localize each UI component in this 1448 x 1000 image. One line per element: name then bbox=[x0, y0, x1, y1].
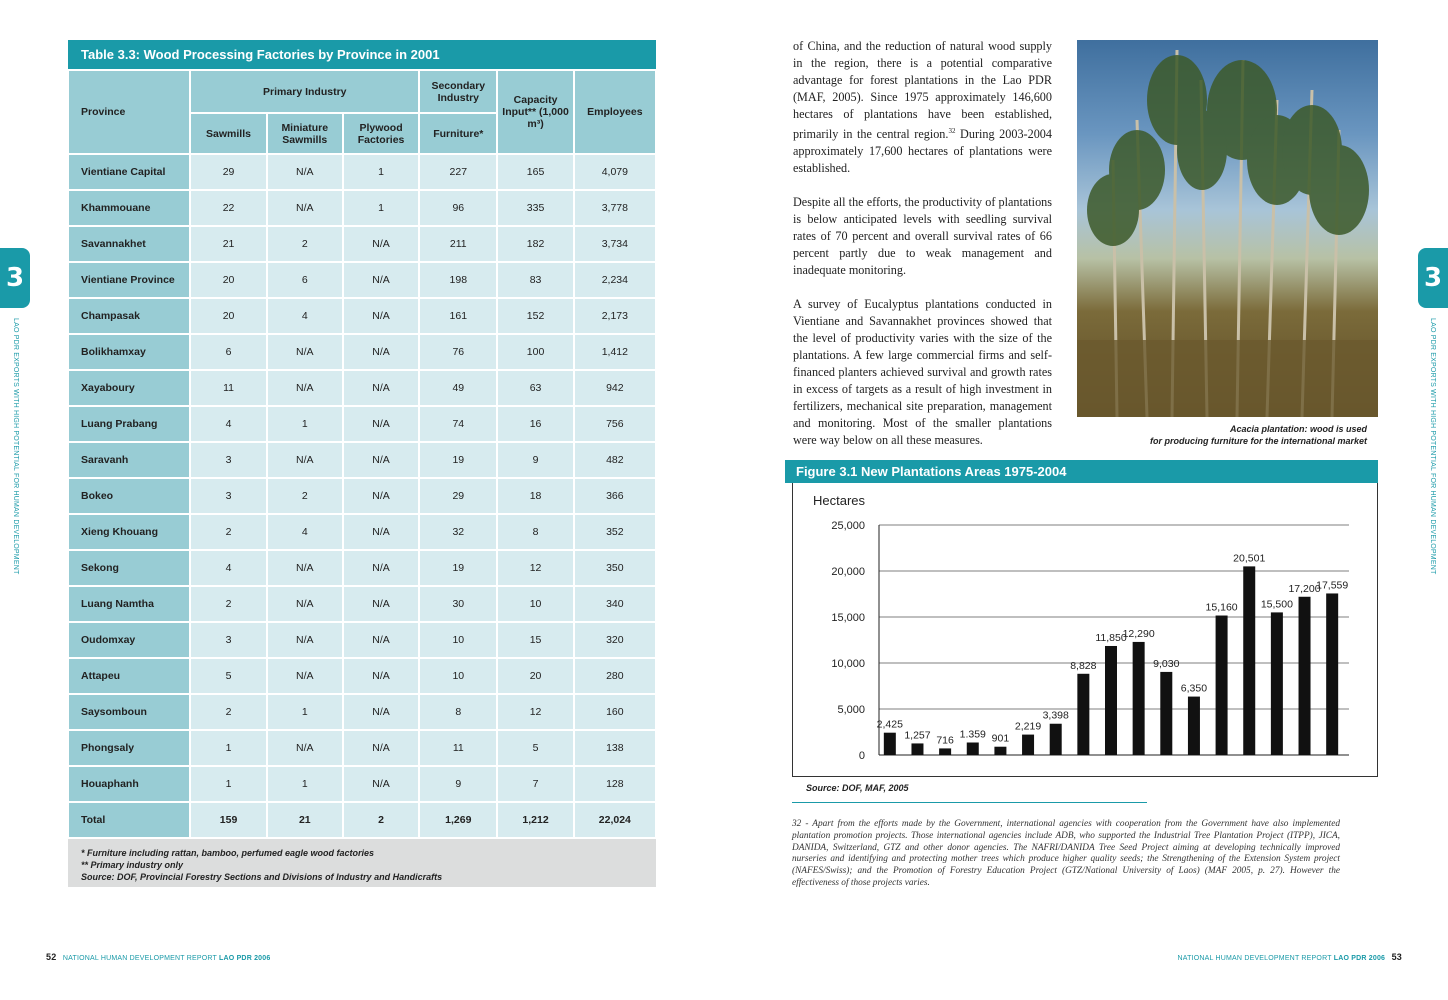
bar bbox=[884, 733, 896, 755]
table-cell: 49 bbox=[420, 371, 496, 405]
table-row bbox=[69, 659, 655, 693]
table-cell: 1 bbox=[268, 407, 342, 441]
table-cell: 8 bbox=[498, 515, 572, 549]
table-cell: 20 bbox=[191, 299, 265, 333]
table-cell: 2,234 bbox=[575, 263, 655, 297]
table-cell: 20 bbox=[498, 659, 572, 693]
table-cell: N/A bbox=[344, 479, 418, 513]
table-cell: 352 bbox=[575, 515, 655, 549]
data-label: 716 bbox=[936, 734, 954, 747]
table-cell: N/A bbox=[344, 695, 418, 729]
province-name: Vientiane Province bbox=[69, 263, 189, 297]
bar bbox=[1271, 612, 1283, 755]
folio-right: NATIONAL HUMAN DEVELOPMENT REPORT LAO PDR 2006 53 bbox=[1177, 952, 1402, 962]
data-label: 15,160 bbox=[1205, 601, 1238, 614]
table-cell: N/A bbox=[344, 263, 418, 297]
header-plywood: Plywood Factories bbox=[344, 114, 418, 153]
folio-left: 52 NATIONAL HUMAN DEVELOPMENT REPORT LAO PDR 2006 bbox=[46, 952, 271, 962]
table-cell: 2 bbox=[191, 695, 265, 729]
header-miniature-sawmills: Miniature Sawmills bbox=[268, 114, 342, 153]
table-cell: 182 bbox=[498, 227, 572, 261]
bar bbox=[1243, 566, 1255, 755]
bar bbox=[967, 742, 979, 755]
table-cell: 1 bbox=[268, 695, 342, 729]
table-cell: 20 bbox=[191, 263, 265, 297]
table-row bbox=[69, 263, 655, 297]
table-row bbox=[69, 695, 655, 729]
bar bbox=[1188, 697, 1200, 755]
chapter-side-text-left: LAO PDR EXPORTS WITH HIGH POTENTIAL FOR HUMAN DEVELOPMENT bbox=[12, 318, 19, 575]
province-name: Bokeo bbox=[69, 479, 189, 513]
province-name: Luang Prabang bbox=[69, 407, 189, 441]
table-notes bbox=[68, 839, 656, 887]
table-cell: 11 bbox=[191, 371, 265, 405]
table-row bbox=[69, 299, 655, 333]
data-label: 1.359 bbox=[959, 728, 986, 741]
total-cell: 1,269 bbox=[420, 803, 496, 837]
table-row bbox=[69, 623, 655, 657]
paragraph: of China, and the reduction of natural wood supply in the region, there is a potential comparative advantage for forest plantations in the Lao PDR (MAF, 2005). Since 1975 approximately 146,600 hectares of plantations have been established, primarily in the central region.$^{32}$ During 2003-2004 approximately 17,600 hectares of plantations were established. bbox=[793, 39, 1052, 176]
table-cell: 63 bbox=[498, 371, 572, 405]
table-cell: 10 bbox=[420, 659, 496, 693]
province-name: Saravanh bbox=[69, 443, 189, 477]
y-tick-label: 20,000 bbox=[831, 566, 865, 578]
table-row bbox=[69, 335, 655, 369]
figure-box bbox=[792, 483, 1378, 777]
table-cell: 83 bbox=[498, 263, 572, 297]
y-tick-label: 5,000 bbox=[837, 704, 865, 716]
table-cell: 211 bbox=[420, 227, 496, 261]
paragraph: Despite all the efforts, the productivity of plantations is below anticipated levels with seedling survival rates of 70 percent and overall survival rates of 66 percent partly due to weak management and inadequate monitoring. bbox=[793, 195, 1052, 278]
province-name: Houaphanh bbox=[69, 767, 189, 801]
province-name: Xieng Khouang bbox=[69, 515, 189, 549]
table-cell: 160 bbox=[575, 695, 655, 729]
table-cell: 227 bbox=[420, 155, 496, 189]
divider bbox=[792, 802, 1147, 803]
table-cell: 4 bbox=[268, 299, 342, 333]
province-name: Bolikhamxay bbox=[69, 335, 189, 369]
table-row bbox=[69, 767, 655, 801]
header-primary-industry: Primary Industry bbox=[191, 71, 418, 112]
table-cell: 1 bbox=[344, 191, 418, 225]
total-cell: 159 bbox=[191, 803, 265, 837]
table-cell: 4 bbox=[268, 515, 342, 549]
province-name: Sekong bbox=[69, 551, 189, 585]
table-cell: 198 bbox=[420, 263, 496, 297]
table-cell: 128 bbox=[575, 767, 655, 801]
chapter-tab-left: 3 bbox=[0, 248, 30, 308]
data-label: 8,828 bbox=[1070, 659, 1097, 672]
table-cell: 2 bbox=[268, 479, 342, 513]
data-label: 2,219 bbox=[1014, 720, 1042, 733]
table-cell: 32 bbox=[420, 515, 496, 549]
table-note: * Furniture including rattan, bamboo, perfumed eagle wood factories bbox=[81, 848, 375, 858]
table-row bbox=[69, 191, 655, 225]
table-cell: 15 bbox=[498, 623, 572, 657]
table-cell: 10 bbox=[420, 623, 496, 657]
table-cell: 11 bbox=[420, 731, 496, 765]
province-name: Champasak bbox=[69, 299, 189, 333]
table-cell: 9 bbox=[498, 443, 572, 477]
table-cell: 74 bbox=[420, 407, 496, 441]
data-label: 15,500 bbox=[1260, 598, 1293, 611]
footnote: 32 - Apart from the efforts made by the Government, international agencies with cooperation from the Government have also implemented plantation promotion projects. Those international agencies include ADB, who supported the Industrial Tree Plantation Project (ITPP), JICA, DANIDA, Switzerland, GTZ and other donor agencies. The NAFRI/DANIDA Tree Seed Project aiming at developing technically improved nurseries and identifying and protecting mother trees which produce higher quality seeds; the Strengthening of the Extension System project (NAFES/Swiss); and the Promotion of Forestry Education Project (GTZ/National University of Laos) (MAF 2005, p. 27). However the effectiveness of those projects varies. bbox=[792, 819, 1340, 888]
table-cell: N/A bbox=[268, 587, 342, 621]
bar bbox=[1299, 597, 1311, 755]
y-tick-label: 25,000 bbox=[831, 520, 865, 532]
table-cell: 22 bbox=[191, 191, 265, 225]
table-cell: 1 bbox=[344, 155, 418, 189]
total-label: Total bbox=[69, 803, 189, 837]
table-cell: 2 bbox=[191, 515, 265, 549]
table-cell: 29 bbox=[420, 479, 496, 513]
bar bbox=[1105, 646, 1117, 755]
table-cell: 9 bbox=[420, 767, 496, 801]
data-label: 17,559 bbox=[1316, 579, 1349, 592]
table-cell: N/A bbox=[268, 443, 342, 477]
table-cell: 1 bbox=[268, 767, 342, 801]
table-cell: 1 bbox=[191, 767, 265, 801]
table-row bbox=[69, 371, 655, 405]
table-row bbox=[69, 479, 655, 513]
header-sawmills: Sawmills bbox=[191, 114, 265, 153]
bar bbox=[1050, 724, 1062, 755]
table-cell: 12 bbox=[498, 695, 572, 729]
table-cell: N/A bbox=[344, 227, 418, 261]
table-row bbox=[69, 515, 655, 549]
figure-title: Figure 3.1 New Plantations Areas 1975-2004 bbox=[785, 460, 1378, 483]
table-cell: 6 bbox=[268, 263, 342, 297]
province-name: Oudomxay bbox=[69, 623, 189, 657]
table-cell: 280 bbox=[575, 659, 655, 693]
bar bbox=[911, 743, 923, 755]
figure-source: Source: DOF, MAF, 2005 bbox=[806, 783, 909, 793]
table-row bbox=[69, 551, 655, 585]
table-cell: 12 bbox=[498, 551, 572, 585]
body-text bbox=[793, 38, 1052, 466]
table-cell: 6 bbox=[191, 335, 265, 369]
table-cell: N/A bbox=[268, 191, 342, 225]
header-employees: Employees bbox=[575, 71, 655, 153]
wood-processing-table bbox=[68, 40, 656, 887]
table-cell: 942 bbox=[575, 371, 655, 405]
total-cell: 2 bbox=[344, 803, 418, 837]
footnote-ref[interactable]: 32 bbox=[948, 127, 956, 135]
table-cell: N/A bbox=[344, 731, 418, 765]
table-cell: 1,412 bbox=[575, 335, 655, 369]
bar bbox=[1216, 616, 1228, 755]
table-cell: 5 bbox=[191, 659, 265, 693]
data-label: 1,257 bbox=[904, 729, 931, 742]
table-cell: N/A bbox=[344, 515, 418, 549]
table-cell: 340 bbox=[575, 587, 655, 621]
data-label: 901 bbox=[991, 732, 1010, 745]
province-name: Xayaboury bbox=[69, 371, 189, 405]
table-cell: 76 bbox=[420, 335, 496, 369]
table-row bbox=[69, 227, 655, 261]
table-cell: 138 bbox=[575, 731, 655, 765]
page-number: 53 bbox=[1391, 952, 1402, 962]
data-label: 20,501 bbox=[1233, 552, 1266, 565]
table-cell: 16 bbox=[498, 407, 572, 441]
table-cell: 100 bbox=[498, 335, 572, 369]
total-cell: 21 bbox=[268, 803, 342, 837]
table-cell: 3 bbox=[191, 443, 265, 477]
chapter-side-text-right: LAO PDR EXPORTS WITH HIGH POTENTIAL FOR HUMAN DEVELOPMENT bbox=[1429, 318, 1436, 575]
table-source: Source: DOF, Provincial Forestry Sections and Divisions of Industry and Handicrafts bbox=[81, 872, 443, 882]
header-secondary-industry: Secondary Industry bbox=[420, 71, 496, 112]
data-table bbox=[67, 69, 657, 839]
table-cell: 3 bbox=[191, 479, 265, 513]
table-cell: N/A bbox=[344, 767, 418, 801]
table-cell: 10 bbox=[498, 587, 572, 621]
table-cell: 320 bbox=[575, 623, 655, 657]
table-note: ** Primary industry only bbox=[81, 860, 184, 870]
data-label: 2,425 bbox=[876, 718, 903, 731]
data-label: 12,290 bbox=[1122, 627, 1155, 640]
table-cell: 366 bbox=[575, 479, 655, 513]
table-cell: N/A bbox=[268, 659, 342, 693]
total-cell: 1,212 bbox=[498, 803, 572, 837]
acacia-plantation-photo bbox=[1077, 40, 1378, 417]
table-cell: N/A bbox=[344, 371, 418, 405]
bar bbox=[1022, 735, 1034, 755]
table-cell: N/A bbox=[268, 155, 342, 189]
table-cell: 21 bbox=[191, 227, 265, 261]
table-row bbox=[69, 731, 655, 765]
header-furniture: Furniture* bbox=[420, 114, 496, 153]
bar bbox=[1160, 672, 1172, 755]
bar bbox=[939, 748, 951, 755]
chapter-tab-right: 3 bbox=[1418, 248, 1448, 308]
total-cell: 22,024 bbox=[575, 803, 655, 837]
table-cell: 7 bbox=[498, 767, 572, 801]
table-row bbox=[69, 407, 655, 441]
table-cell: 30 bbox=[420, 587, 496, 621]
table-cell: 3 bbox=[191, 623, 265, 657]
data-label: 3,398 bbox=[1042, 709, 1069, 722]
table-cell: N/A bbox=[344, 551, 418, 585]
table-cell: N/A bbox=[268, 335, 342, 369]
bar-chart bbox=[793, 483, 1377, 775]
header-capacity: Capacity Input** (1,000 m³) bbox=[498, 71, 572, 153]
table-cell: 18 bbox=[498, 479, 572, 513]
table-cell: 3,734 bbox=[575, 227, 655, 261]
table-cell: 3,778 bbox=[575, 191, 655, 225]
tree-illustration bbox=[1077, 40, 1378, 417]
table-cell: N/A bbox=[268, 551, 342, 585]
table-cell: 8 bbox=[420, 695, 496, 729]
table-cell: 29 bbox=[191, 155, 265, 189]
table-cell: N/A bbox=[268, 371, 342, 405]
data-label: 11,850 bbox=[1095, 631, 1127, 644]
table-cell: 5 bbox=[498, 731, 572, 765]
table-cell: 1 bbox=[191, 731, 265, 765]
bar bbox=[1133, 642, 1145, 755]
table-cell: N/A bbox=[344, 443, 418, 477]
table-cell: 2 bbox=[268, 227, 342, 261]
table-cell: N/A bbox=[268, 731, 342, 765]
province-name: Phongsaly bbox=[69, 731, 189, 765]
table-cell: 4 bbox=[191, 551, 265, 585]
data-label: 6,350 bbox=[1180, 682, 1208, 695]
table-row bbox=[69, 155, 655, 189]
table-cell: N/A bbox=[344, 659, 418, 693]
table-cell: 350 bbox=[575, 551, 655, 585]
province-name: Saysomboun bbox=[69, 695, 189, 729]
data-label: 9,030 bbox=[1153, 657, 1180, 670]
table-cell: 165 bbox=[498, 155, 572, 189]
table-cell: N/A bbox=[344, 407, 418, 441]
table-row bbox=[69, 443, 655, 477]
y-axis-label: Hectares bbox=[813, 493, 866, 508]
table-cell: 2 bbox=[191, 587, 265, 621]
bar bbox=[1326, 593, 1338, 755]
table-cell: 19 bbox=[420, 443, 496, 477]
table-cell: 482 bbox=[575, 443, 655, 477]
province-name: Savannakhet bbox=[69, 227, 189, 261]
table-cell: 19 bbox=[420, 551, 496, 585]
y-tick-label: 15,000 bbox=[831, 612, 865, 624]
table-cell: 756 bbox=[575, 407, 655, 441]
province-name: Khammouane bbox=[69, 191, 189, 225]
table-cell: 152 bbox=[498, 299, 572, 333]
province-name: Vientiane Capital bbox=[69, 155, 189, 189]
table-cell: N/A bbox=[344, 587, 418, 621]
table-row bbox=[69, 587, 655, 621]
paragraph: A survey of Eucalyptus plantations conducted in Vientiane and Savannakhet provinces showed that the level of productivity varies with the size of the plantations. A few large commercial firms and self-financed planters achieved survival and growth rates in excess of targets as a result of high investment in fertilizers, mechanical site preparation, management and monitoring. Most of the smaller plantations were way below on all these measures. bbox=[793, 297, 1052, 448]
province-name: Attapeu bbox=[69, 659, 189, 693]
table-cell: 4 bbox=[191, 407, 265, 441]
header-province: Province bbox=[69, 71, 189, 153]
table-cell: 4,079 bbox=[575, 155, 655, 189]
table-cell: 335 bbox=[498, 191, 572, 225]
table-cell: N/A bbox=[268, 623, 342, 657]
total-row bbox=[69, 803, 655, 837]
y-tick-label: 0 bbox=[858, 750, 865, 762]
y-tick-label: 10,000 bbox=[831, 658, 865, 670]
photo-caption: Acacia plantation: wood is used for producing furniture for the international market bbox=[1149, 424, 1367, 446]
province-name: Luang Namtha bbox=[69, 587, 189, 621]
table-cell: 161 bbox=[420, 299, 496, 333]
table-cell: N/A bbox=[344, 299, 418, 333]
page-number: 52 bbox=[46, 952, 57, 962]
table-cell: 2,173 bbox=[575, 299, 655, 333]
table-cell: N/A bbox=[344, 335, 418, 369]
data-label: 17,200 bbox=[1288, 582, 1321, 595]
table-cell: 96 bbox=[420, 191, 496, 225]
table-title: Table 3.3: Wood Processing Factories by Province in 2001 bbox=[68, 40, 656, 69]
bar bbox=[994, 747, 1006, 755]
bar bbox=[1077, 674, 1089, 755]
table-cell: N/A bbox=[344, 623, 418, 657]
